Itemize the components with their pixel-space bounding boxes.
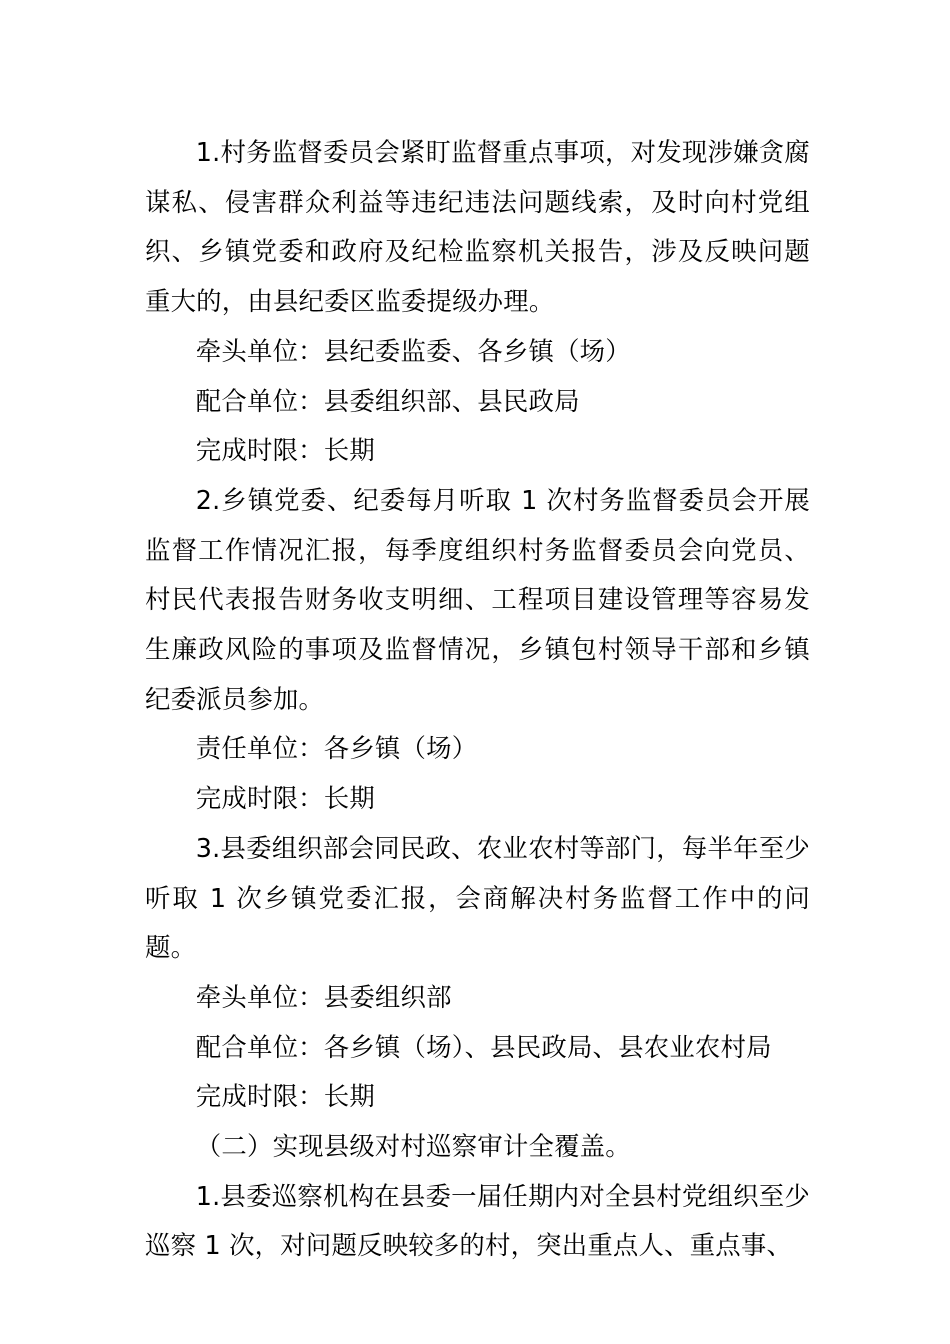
paragraph-3: 配合单位：县委组织部、县民政局	[195, 385, 580, 416]
paragraph-11: 完成时限：长期	[195, 1081, 375, 1112]
paragraph-10: 配合单位：各乡镇（场）、县民政局、县农业农村局	[195, 1031, 772, 1062]
section-heading: （二）实现县级对村巡察审计全覆盖。	[195, 1131, 631, 1162]
paragraph-5: 2.乡镇党委、纪委每月听取 1 次村务监督委员会开展监督工作情况汇报，每季度组织村务监督委员会向党员、村民代表报告财务收支明细、工程项目建设管理等容易发生廉政风险的事项及监督情况，乡镇包村领导干部和乡镇纪委派员参加。	[145, 484, 810, 714]
paragraph-8: 3.县委组织部会同民政、农业农村等部门，每半年至少听取 1 次乡镇党委汇报，会商解决村务监督工作中的问题。	[145, 832, 810, 963]
paragraph-6: 责任单位：各乡镇（场）	[195, 733, 478, 764]
paragraph-2: 牵头单位：县纪委监委、各乡镇（场）	[195, 335, 631, 366]
paragraph-1: 1.村务监督委员会紧盯监督重点事项，对发现涉嫌贪腐谋私、侵害群众利益等违纪违法问题线索，及时向村党组织、乡镇党委和政府及纪检监察机关报告，涉及反映问题重大的，由县纪委区监委提级办理。	[145, 137, 810, 317]
paragraph-7: 完成时限：长期	[195, 783, 375, 814]
document-page	[145, 128, 810, 1271]
paragraph-4: 完成时限：长期	[195, 435, 375, 466]
paragraph-13: 1.县委巡察机构在县委一届任期内对全县村党组织至少巡察 1 次，对问题反映较多的村，突出重点人、重点事、	[145, 1180, 810, 1261]
paragraph-9: 牵头单位：县委组织部	[195, 981, 452, 1012]
